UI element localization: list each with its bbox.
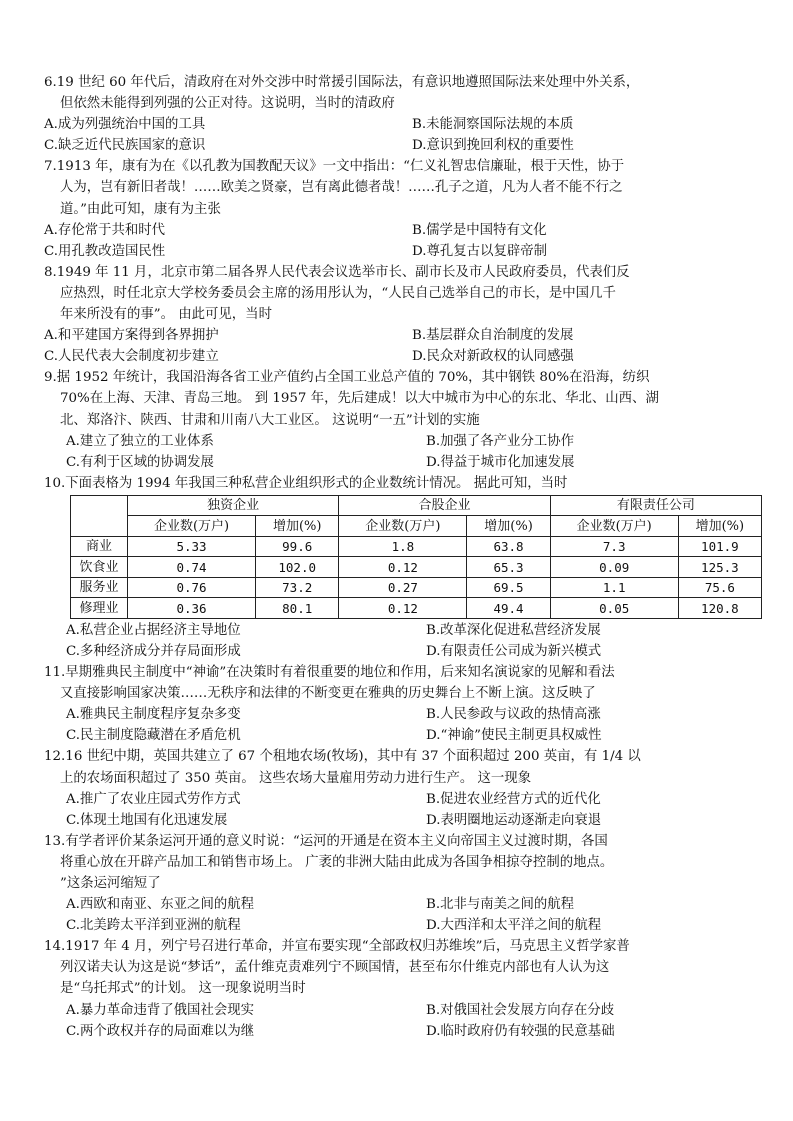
question-stem-line: 又直接影响国家决策……无秩序和法律的不断变更在雅典的历史舞台上不断上演。这反映了 (60, 686, 596, 702)
option-b[interactable]: B.基层群众自治制度的发展 (412, 328, 574, 344)
option-a[interactable]: A.存伦常于共和时代 (44, 222, 166, 238)
question-11 (44, 662, 759, 746)
table-cell: 0.36 (128, 598, 256, 619)
question-stem-line: 列汉诺夫认为这是说“梦话”，孟什维克责难列宁不顾国情，甚至布尔什维克内部也有人认为这 (60, 960, 610, 976)
table-subheader-row (71, 516, 762, 537)
table-row-label: 饮食业 (71, 557, 128, 578)
table-subheader: 增加(%) (678, 516, 761, 537)
question-stem-line: 但依然未能得到列强的公正对待。这说明，当时的清政府 (60, 96, 395, 112)
question-stem-line: 10.下面表格为 1994 年我国三种私营企业组织形式的企业数统计情况。 据此可知，当时 (44, 475, 568, 491)
table-cell: 0.12 (339, 598, 467, 619)
table-cell: 0.76 (128, 577, 256, 598)
table-group-header-row (71, 495, 762, 516)
table-row (71, 598, 762, 619)
table-cell: 80.1 (256, 598, 339, 619)
options-row (44, 894, 759, 915)
options-row (44, 704, 759, 725)
question-stem-line: 9.据 1952 年统计，我国沿海各省工业产值约占全国工业总产值的 70%，其中钢铁 80%在沿海，纺织 (44, 370, 650, 386)
question-stem-line: 北、郑洛汴、陕西、甘肃和川南八大工业区。 这说明“一五”计划的实施 (60, 412, 480, 428)
options-row (44, 789, 759, 810)
option-c[interactable]: C.用孔教改造国民性 (44, 243, 166, 259)
option-d[interactable]: D.“神谕”使民主制更具权威性 (426, 728, 602, 744)
question-stem-line: 70%在上海、天津、青岛三地。 到 1957 年，先后建成！以大中城市为中心的东北、华北、山西、湖 (60, 391, 659, 407)
table-cell: 1.8 (339, 536, 467, 557)
table-cell: 73.2 (256, 577, 339, 598)
table-row (71, 557, 762, 578)
options-row (44, 915, 759, 936)
question-stem-line: 11.早期雅典民主制度中“神谕”在决策时有着很重要的地位和作用，后来知名演说家的见解和看法 (44, 665, 615, 681)
options-row (44, 641, 759, 662)
options-row (44, 346, 759, 367)
table-cell: 0.27 (339, 577, 467, 598)
option-c[interactable]: C.民主制度隐藏潜在矛盾危机 (66, 728, 241, 744)
option-b[interactable]: B.北非与南美之间的航程 (426, 897, 575, 913)
options-row (44, 1021, 759, 1042)
option-b[interactable]: B.促进农业经营方式的近代化 (426, 791, 601, 807)
table-subheader: 增加(%) (467, 516, 550, 537)
option-b[interactable]: B.对俄国社会发展方向存在分歧 (426, 1002, 615, 1018)
option-a[interactable]: A.雅典民主制度程序复杂多变 (66, 707, 241, 723)
option-d[interactable]: D.尊孔复古以复辟帝制 (412, 243, 548, 259)
options-row (44, 620, 759, 641)
options-row (44, 135, 759, 156)
question-stem-line: 人为，岂有新旧者哉！……欧美之贤豪，岂有离此德者哉！……孔子之道，凡为人者不能不行之 (60, 180, 623, 196)
table-row-label: 商业 (71, 536, 128, 557)
question-6 (44, 72, 759, 156)
option-a[interactable]: A.推广了农业庄园式劳作方式 (66, 791, 241, 807)
option-c[interactable]: C.多种经济成分并存局面形成 (66, 643, 241, 659)
options-row (44, 114, 759, 135)
table-cell: 75.6 (678, 577, 761, 598)
option-c[interactable]: C.有利于区域的协调发展 (66, 454, 214, 470)
options-row (44, 431, 759, 452)
question-stem-line: 年来所没有的事”。 由此可见，当时 (60, 307, 272, 323)
table-subheader: 增加(%) (256, 516, 339, 537)
question-stem-line: 7.1913 年，康有为在《以孔教为国教配天议》一文中指出：“仁义礼智忠信廉耻，根于天性，协于 (44, 159, 625, 175)
option-c[interactable]: C.缺乏近代民族国家的意识 (44, 138, 206, 154)
question-stem-line: ”这条运河缩短了 (60, 876, 161, 891)
table-cell: 1.1 (550, 577, 678, 598)
question-stem-line: 上的农场面积超过了 350 英亩。 这些农场大量雇用劳动力进行生产。 这一现象 (60, 770, 532, 786)
option-a[interactable]: A.建立了独立的工业体系 (66, 433, 214, 449)
options-row (44, 325, 759, 346)
table-row (71, 536, 762, 557)
question-14 (44, 936, 759, 1041)
table-subheader: 企业数(万户) (550, 516, 678, 537)
option-c[interactable]: C.两个政权并存的局面难以为继 (66, 1023, 255, 1039)
table-cell: 0.12 (339, 557, 467, 578)
table-row-label: 服务业 (71, 577, 128, 598)
question-stem-line: 将重心放在开辟产品加工和销售市场上。 广袤的非洲大陆由此成为各国争相掠夺控制的地点。 (60, 854, 614, 870)
option-d[interactable]: D.民众对新政权的认同感强 (412, 349, 574, 365)
table-subheader: 企业数(万户) (128, 516, 256, 537)
enterprise-stats-table (70, 495, 762, 619)
question-8 (44, 262, 759, 367)
options-row (44, 220, 759, 241)
table-cell: 0.05 (550, 598, 678, 619)
table-cell: 120.8 (678, 598, 761, 619)
option-b[interactable]: B.人民参政与议政的热情高涨 (426, 707, 601, 723)
option-d[interactable]: D.临时政府仍有较强的民意基础 (426, 1023, 615, 1039)
option-b[interactable]: B.加强了各产业分工协作 (426, 433, 575, 449)
options-row (44, 1000, 759, 1021)
table-cell: 5.33 (128, 536, 256, 557)
option-d[interactable]: D.大西洋和太平洋之间的航程 (426, 918, 602, 934)
table-cell: 63.8 (467, 536, 550, 557)
option-a[interactable]: A.成为列强统治中国的工具 (44, 117, 206, 133)
question-stem-line: 是“乌托邦式”的计划。 这一现象说明当时 (60, 981, 306, 997)
option-a[interactable]: A.和平建国方案得到各界拥护 (44, 328, 219, 344)
question-stem-line: 13.有学者评价某条运河开通的意义时说：“运河的开通是在资本主义向帝国主义过渡时期，各国 (44, 833, 608, 849)
table-cell: 69.5 (467, 577, 550, 598)
option-d[interactable]: D.意识到挽回利权的重要性 (412, 138, 574, 154)
table-subheader: 企业数(万户) (339, 516, 467, 537)
table-cell: 0.74 (128, 557, 256, 578)
question-7 (44, 156, 759, 261)
option-b[interactable]: B.未能洞察国际法规的本质 (412, 117, 574, 133)
table-corner-cell (71, 495, 128, 536)
question-stem-line: 12.16 世纪中期，英国共建立了 67 个租地农场(牧场)，其中有 37 个面积超过 200 英亩，有 1/4 以 (44, 749, 641, 765)
question-stem-line: 应热烈，时任北京大学校务委员会主席的汤用彤认为，“人民自己选举自己的市长，是中国几千 (60, 285, 616, 301)
option-d[interactable]: D.表明圈地运动逐渐走向衰退 (426, 812, 602, 828)
table-cell: 125.3 (678, 557, 761, 578)
table-cell: 102.0 (256, 557, 339, 578)
option-a[interactable]: A.暴力革命违背了俄国社会现实 (66, 1002, 255, 1018)
table-group-header: 有限责任公司 (550, 495, 761, 516)
table-group-header: 独资企业 (128, 495, 339, 516)
options-row (44, 725, 759, 746)
option-b[interactable]: B.儒学是中国特有文化 (412, 222, 547, 238)
table-cell: 101.9 (678, 536, 761, 557)
table-row-label: 修理业 (71, 598, 128, 619)
question-stem-line: 8.1949 年 11 月，北京市第二届各界人民代表会议选举市长、副市长及市人民政府委员，代表们反 (44, 264, 630, 280)
question-13 (44, 831, 759, 936)
question-9 (44, 367, 759, 472)
question-stem-line: 14.1917 年 4 月，列宁号召进行革命，并宣布要实现“全部政权归苏维埃”后，马克思主义哲学家普 (44, 939, 630, 955)
options-row (44, 452, 759, 473)
options-row (44, 810, 759, 831)
table-row (71, 577, 762, 598)
option-c[interactable]: C.北美跨太平洋到亚洲的航程 (66, 918, 241, 934)
table-cell: 99.6 (256, 536, 339, 557)
table-cell: 0.09 (550, 557, 678, 578)
option-a[interactable]: A.西欧和南亚、东亚之间的航程 (66, 897, 255, 913)
table-cell: 49.4 (467, 598, 550, 619)
option-d[interactable]: D.得益于城市化加速发展 (426, 454, 575, 470)
table-cell: 65.3 (467, 557, 550, 578)
question-stem-line: 道。”由此可知，康有为主张 (60, 201, 221, 217)
option-d[interactable]: D.有限责任公司成为新兴模式 (426, 643, 602, 659)
exam-page (44, 72, 759, 1042)
option-b[interactable]: B.改革深化促进私营经济发展 (426, 622, 601, 638)
question-12 (44, 746, 759, 830)
option-a[interactable]: A.私营企业占据经济主导地位 (66, 622, 241, 638)
option-c[interactable]: C.体现土地国有化迅速发展 (66, 812, 228, 828)
options-row (44, 241, 759, 262)
question-stem-line: 6.19 世纪 60 年代后，清政府在对外交涉中时常援引国际法，有意识地遵照国际法来处理中外关系， (44, 75, 640, 90)
table-group-header: 合股企业 (339, 495, 550, 516)
option-c[interactable]: C.人民代表大会制度初步建立 (44, 349, 219, 365)
table-cell: 7.3 (550, 536, 678, 557)
question-10 (44, 473, 759, 662)
